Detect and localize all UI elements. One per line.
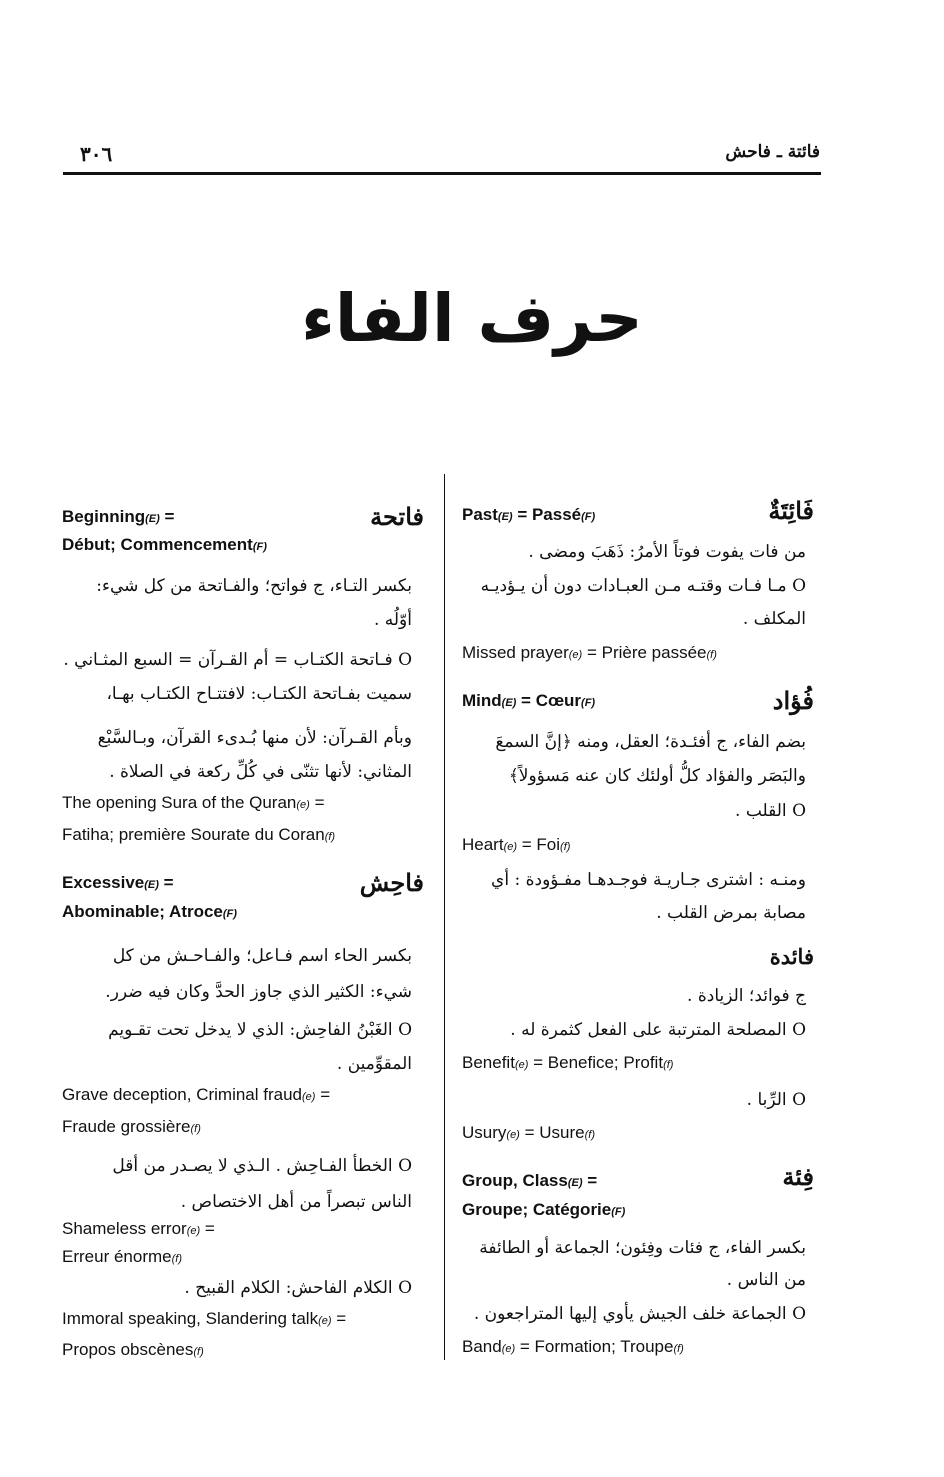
definition-line: O الخطأ الفـاحِش . الـذي لا يصـدر من أقل [112,1156,412,1176]
translation-line: Propos obscènes(f) [62,1340,204,1359]
translation-line: Band(e) = Formation; Troupe(f) [462,1337,684,1356]
entry-translation: Groupe; Catégorie(F) [462,1200,626,1219]
running-title: فائتة ـ فاحش [725,142,820,162]
definition-line: بضم الفاء، ج أفئـدة؛ العقل، ومنه ﴿إنَّ السمعَ [495,732,806,752]
column-divider [444,474,445,1360]
entry-translation: Début; Commencement(F) [62,535,267,554]
definition-line: سميت بفـاتحة الكتـاب: لافتتـاح الكتـاب بهـا، [106,684,412,704]
definition-line: أوّلُه . [373,610,412,630]
definition-line: وبأم القـرآن: لأن منها بُـدىء القرآن، وبـالسَّبْع [97,728,412,748]
headword: فِئة [782,1162,814,1191]
headword: فاحِش [359,868,424,897]
definition-line: شيء: الكثير الذي جاوز الحدَّ وكان فيه ضرر. [105,982,412,1002]
definition-line: بكسر التـاء، ج فواتح؛ والفـاتحة من كل شيء: [96,576,412,596]
definition-line: بكسر الحاء اسم فـاعل؛ والفـاحـش من كل [112,946,412,966]
translation-line: Fatiha; première Sourate du Coran(f) [62,825,336,844]
definition-line: O الرِّبا . [746,1090,806,1110]
entry-translation: Beginning(E) = [62,507,175,526]
translation-line: Shameless error(e) = [62,1219,215,1238]
entry-translation: Group, Class(E) = [462,1171,598,1190]
translation-line: Immoral speaking, Slandering talk(e) = [62,1309,347,1328]
headword: فُؤاد [772,686,814,715]
definition-line: من فات يفوت فوتاً الأمرُ: ذَهَبَ ومضى . [528,542,806,562]
definition-line: O الكلام الفاحش: الكلام القبيح . [184,1278,412,1298]
definition-line: من الناس . [726,1270,806,1290]
entry-translation: Mind(E) = Cœur(F) [462,691,596,710]
translation-line: Benefit(e) = Benefice; Profit(f) [462,1053,674,1072]
entry-translation: Past(E) = Passé(F) [462,505,596,524]
definition-line: ج فوائد؛ الزيادة . [687,986,806,1006]
translation-line: Erreur énorme(f) [62,1247,182,1266]
translation-line: Heart(e) = Foi(f) [462,835,571,854]
page-number: ٣٠٦ [80,142,113,166]
definition-line: O مـا فـات وقتـه مـن العبـادات دون أن يـؤديـه [480,576,806,596]
definition-line: O المصلحة المترتبة على الفعل كثمرة له . [510,1020,806,1040]
definition-line: O الجماعة خلف الجيش يأوي إليها المتراجعون . [473,1304,806,1324]
definition-line: المثاني: لأنها تثنّى في كُلِّ ركعة في الصلاة . [109,762,412,782]
translation-line: Usury(e) = Usure(f) [462,1123,595,1142]
definition-line: ومنـه : اشترى جـاريـة فوجـدهـا مفـؤودة : أي [491,870,806,890]
header-rule [63,172,821,175]
entry-translation: Excessive(E) = [62,873,174,892]
entry-translation: Abominable; Atroce(F) [62,902,237,921]
definition-line: المكلف . [742,609,806,629]
definition-line: O الغَبْنُ الفاحِش: الذي لا يدخل تحت تقـويم [108,1020,412,1040]
translation-line: Fraude grossière(f) [62,1117,201,1136]
headword: فاتحة [370,502,424,531]
definition-line: مصابة بمرض القلب . [656,903,806,923]
translation-line: Missed prayer(e) = Prière passée(f) [462,643,717,662]
definition-line: O القلب . [735,801,806,821]
page-title: حرف الفاء [301,280,643,357]
definition-line: والبَصَر والفؤاد كلُّ أولئك كان عنه مَسؤولاً﴾ [508,766,806,786]
translation-line: The opening Sura of the Quran(e) = [62,793,325,812]
definition-line: O فـاتحة الكتـاب = أم القـرآن = السبع المثـاني . [63,650,412,670]
definition-line: المقوِّمين . [336,1054,412,1074]
headword: فائدة [769,944,814,969]
headword: فَائِتَةٌ [768,496,814,525]
translation-line: Grave deception, Criminal fraud(e) = [62,1085,331,1104]
definition-line: بكسر الفاء، ج فئات وفِئون؛ الجماعة أو الطائفة [479,1238,806,1258]
definition-line: الناس تبصراً من أهل الاختصاص . [180,1192,412,1212]
